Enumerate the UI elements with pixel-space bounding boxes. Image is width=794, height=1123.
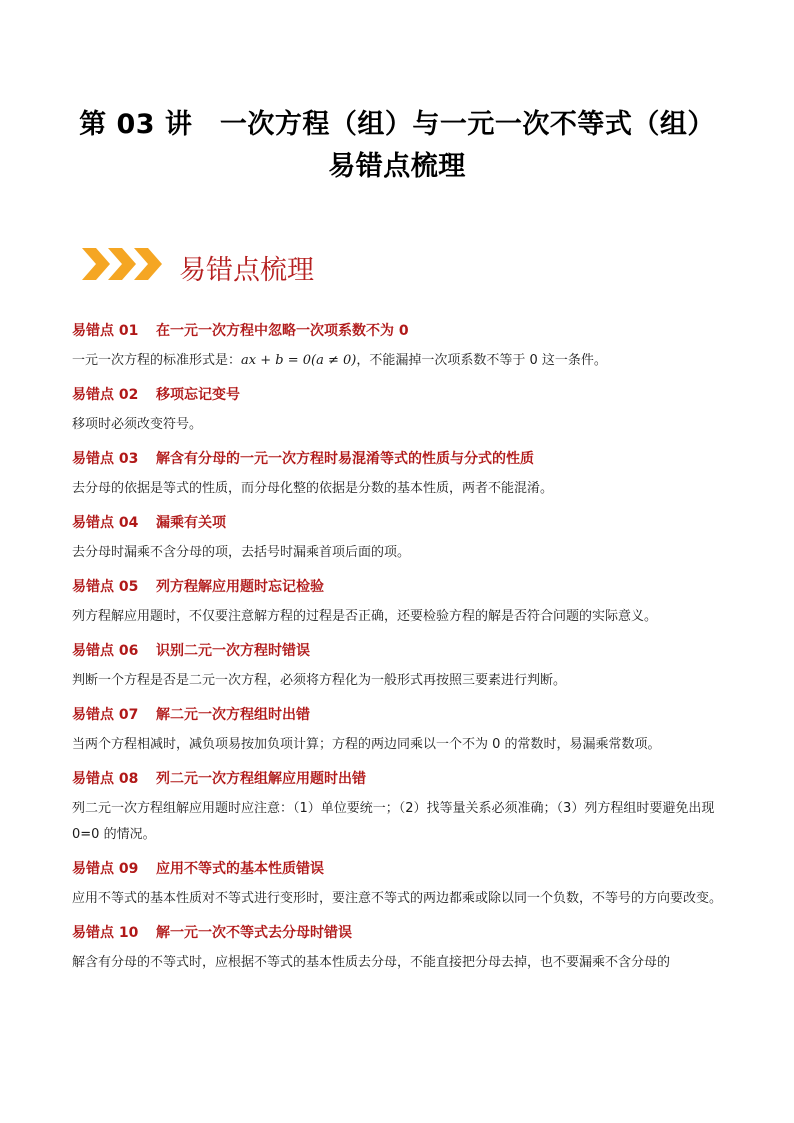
item-number: 易错点 10 [72, 925, 139, 941]
list-item [72, 576, 726, 630]
item-title: 解含有分母的一元一次方程时易混淆等式的性质与分式的性质 [156, 451, 534, 467]
list-item [72, 448, 726, 502]
list-item [72, 922, 726, 976]
item-body: 一元一次方程的标准形式是：ax + b = 0(a ≠ 0)，不能漏掉一次项系数不等于 0 这一条件。 [72, 353, 607, 368]
list-item [72, 858, 726, 912]
item-body: 当两个方程相减时，减负项易按加负项计算；方程的两边同乘以一个不为 0 的常数时，易漏乘常数项。 [72, 737, 661, 752]
list-item [72, 640, 726, 694]
item-number: 易错点 01 [72, 323, 139, 339]
item-body: 去分母时漏乘不含分母的项，去括号时漏乘首项后面的项。 [72, 545, 411, 560]
item-number: 易错点 06 [72, 643, 139, 659]
item-title: 移项忘记变号 [156, 387, 240, 403]
item-title: 列方程解应用题时忘记检验 [156, 579, 324, 595]
list-item [72, 704, 726, 758]
item-title: 解二元一次方程组时出错 [156, 707, 310, 723]
document-title-line2: 易错点梳理 [328, 151, 466, 182]
item-title: 漏乘有关项 [156, 515, 226, 531]
item-number: 易错点 07 [72, 707, 139, 723]
item-body: 去分母的依据是等式的性质，而分母化整的依据是分数的基本性质，两者不能混淆。 [72, 481, 554, 496]
item-number: 易错点 09 [72, 861, 139, 877]
item-title: 识别二元一次方程时错误 [156, 643, 310, 659]
item-number: 易错点 03 [72, 451, 139, 467]
item-number: 易错点 05 [72, 579, 139, 595]
error-points-list [72, 320, 726, 986]
item-body: 应用不等式的基本性质对不等式进行变形时，要注意不等式的两边都乘或除以同一个负数，不等号的方向要改变。 [72, 891, 723, 906]
document-title-line1: 第 03 讲 一次方程（组）与一元一次不等式（组） [79, 109, 715, 140]
item-number: 易错点 08 [72, 771, 139, 787]
list-item [72, 768, 726, 848]
item-number: 易错点 02 [72, 387, 139, 403]
list-item [72, 512, 726, 566]
formula: ax + b = 0(a ≠ 0) [241, 353, 357, 368]
item-number: 易错点 04 [72, 515, 139, 531]
list-item [72, 384, 726, 438]
item-body: 解含有分母的不等式时，应根据不等式的基本性质去分母，不能直接把分母去掉，也不要漏乘不含分母的 [72, 955, 671, 970]
list-item [72, 320, 726, 374]
item-title: 应用不等式的基本性质错误 [156, 861, 324, 877]
section-title: 易错点梳理 [179, 255, 314, 286]
item-title: 解一元一次不等式去分母时错误 [156, 925, 352, 941]
item-body: 列二元一次方程组解应用题时应注意：（1）单位要统一；（2）找等量关系必须准确；（3）列方程组时要避免出现 0=0 的情况。 [72, 801, 715, 842]
item-title: 列二元一次方程组解应用题时出错 [156, 771, 366, 787]
item-body: 列方程解应用题时，不仅要注意解方程的过程是否正确，还要检验方程的解是否符合问题的实际意义。 [72, 609, 658, 624]
triple-chevron-icon [80, 244, 166, 284]
item-body: 移项时必须改变符号。 [72, 417, 203, 432]
item-body: 判断一个方程是否是二元一次方程，必须将方程化为一般形式再按照三要素进行判断。 [72, 673, 567, 688]
item-title: 在一元一次方程中忽略一次项系数不为 0 [156, 323, 409, 339]
